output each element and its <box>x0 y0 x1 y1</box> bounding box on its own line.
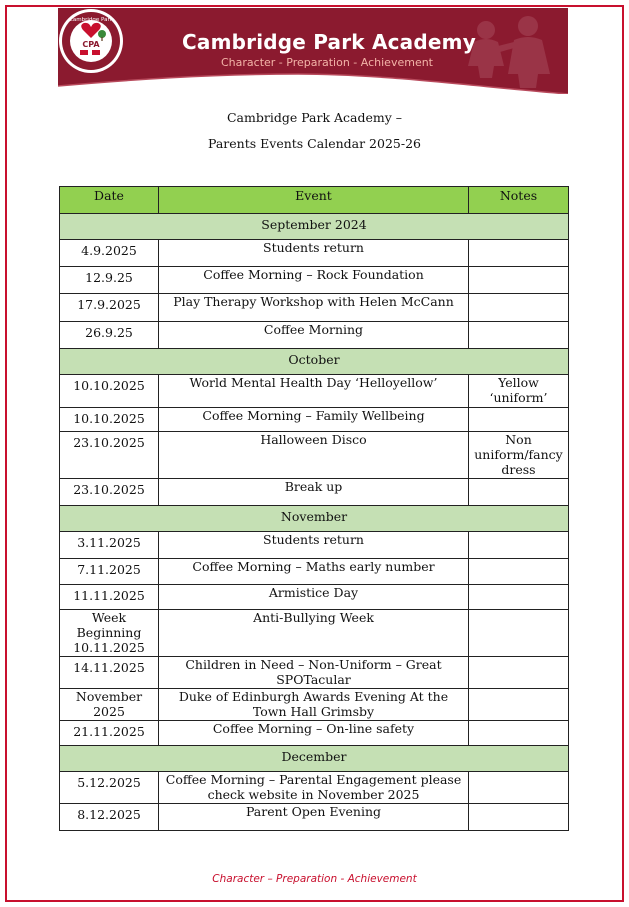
month-row <box>60 214 569 240</box>
school-logo <box>58 8 124 74</box>
event-date: 5.12.2025 <box>60 772 159 804</box>
event-notes <box>469 240 569 267</box>
event-name: Coffee Morning <box>159 322 469 349</box>
month-label: September 2024 <box>60 214 569 240</box>
header-banner <box>58 8 568 94</box>
event-name: Coffee Morning – Parental Engagement please check website in November 2025 <box>159 772 469 804</box>
event-name: Parent Open Evening <box>159 804 469 831</box>
table-row <box>60 657 569 689</box>
school-name: Cambridge Park Academy <box>182 30 476 54</box>
table-row <box>60 267 569 294</box>
table-row <box>60 689 569 721</box>
event-name: Coffee Morning – Maths early number <box>159 559 469 585</box>
event-date: 10.10.2025 <box>60 408 159 432</box>
event-name: Halloween Disco <box>159 432 469 479</box>
event-name: Anti-Bullying Week <box>159 610 469 657</box>
document-title-line2: Parents Events Calendar 2025-26 <box>208 136 421 151</box>
event-name: World Mental Health Day ‘Helloyellow’ <box>159 375 469 408</box>
footer-motto: Character – Preparation - Achievement <box>212 873 417 885</box>
table-row <box>60 240 569 267</box>
event-notes: Yellow ‘uniform’ <box>469 375 569 408</box>
event-date: Week Beginning 10.11.2025 <box>60 610 159 657</box>
event-notes <box>469 585 569 610</box>
header-motto: Character - Preparation - Achievement <box>221 56 433 69</box>
event-notes <box>469 294 569 322</box>
event-date: 14.11.2025 <box>60 657 159 689</box>
month-row <box>60 746 569 772</box>
event-name: Coffee Morning – Family Wellbeing <box>159 408 469 432</box>
table-header-row <box>60 187 569 214</box>
event-name: Coffee Morning – On-line safety <box>159 721 469 746</box>
event-notes <box>469 532 569 559</box>
table-row <box>60 408 569 432</box>
event-notes <box>469 689 569 721</box>
event-date: 23.10.2025 <box>60 432 159 479</box>
event-date: 17.9.2025 <box>60 294 159 322</box>
table-row <box>60 375 569 408</box>
event-date: 8.12.2025 <box>60 804 159 831</box>
logo-initials: CPA <box>82 40 100 49</box>
event-date: 23.10.2025 <box>60 479 159 506</box>
column-header-notes: Notes <box>469 187 569 214</box>
table-row <box>60 532 569 559</box>
event-notes <box>469 721 569 746</box>
event-name: Armistice Day <box>159 585 469 610</box>
table-row <box>60 585 569 610</box>
document-title-line1: Cambridge Park Academy – <box>226 110 403 125</box>
event-notes <box>469 408 569 432</box>
event-notes: Non uniform/fancy dress <box>469 432 569 479</box>
event-notes <box>469 804 569 831</box>
event-date: 10.10.2025 <box>60 375 159 408</box>
month-label: November <box>60 506 569 532</box>
month-label: October <box>60 349 569 375</box>
event-date: 11.11.2025 <box>60 585 159 610</box>
event-date: 7.11.2025 <box>60 559 159 585</box>
month-label: December <box>60 746 569 772</box>
column-header-event: Event <box>159 187 469 214</box>
table-row <box>60 294 569 322</box>
event-name: Play Therapy Workshop with Helen McCann <box>159 294 469 322</box>
event-date: November 2025 <box>60 689 159 721</box>
event-notes <box>469 479 569 506</box>
month-row <box>60 506 569 532</box>
event-notes <box>469 772 569 804</box>
table-row <box>60 721 569 746</box>
table-row <box>60 610 569 657</box>
event-name: Coffee Morning – Rock Foundation <box>159 267 469 294</box>
event-notes <box>469 267 569 294</box>
table-row <box>60 804 569 831</box>
event-date: 12.9.25 <box>60 267 159 294</box>
event-name: Students return <box>159 240 469 267</box>
month-row <box>60 349 569 375</box>
event-date: 4.9.2025 <box>60 240 159 267</box>
event-date: 3.11.2025 <box>60 532 159 559</box>
event-notes <box>469 322 569 349</box>
event-date: 21.11.2025 <box>60 721 159 746</box>
table-row <box>60 559 569 585</box>
column-header-date: Date <box>60 187 159 214</box>
event-notes <box>469 559 569 585</box>
table-row <box>60 432 569 479</box>
event-name: Duke of Edinburgh Awards Evening At the Town Hall Grimsby <box>159 689 469 721</box>
events-table <box>59 186 569 831</box>
event-notes <box>469 610 569 657</box>
event-name: Children in Need – Non-Uniform – Great SPOTacular <box>159 657 469 689</box>
logo-ring-text: Cambridge Park <box>69 17 113 23</box>
table-row <box>60 772 569 804</box>
event-notes <box>469 657 569 689</box>
table-row <box>60 479 569 506</box>
event-name: Break up <box>159 479 469 506</box>
event-date: 26.9.25 <box>60 322 159 349</box>
table-row <box>60 322 569 349</box>
event-name: Students return <box>159 532 469 559</box>
